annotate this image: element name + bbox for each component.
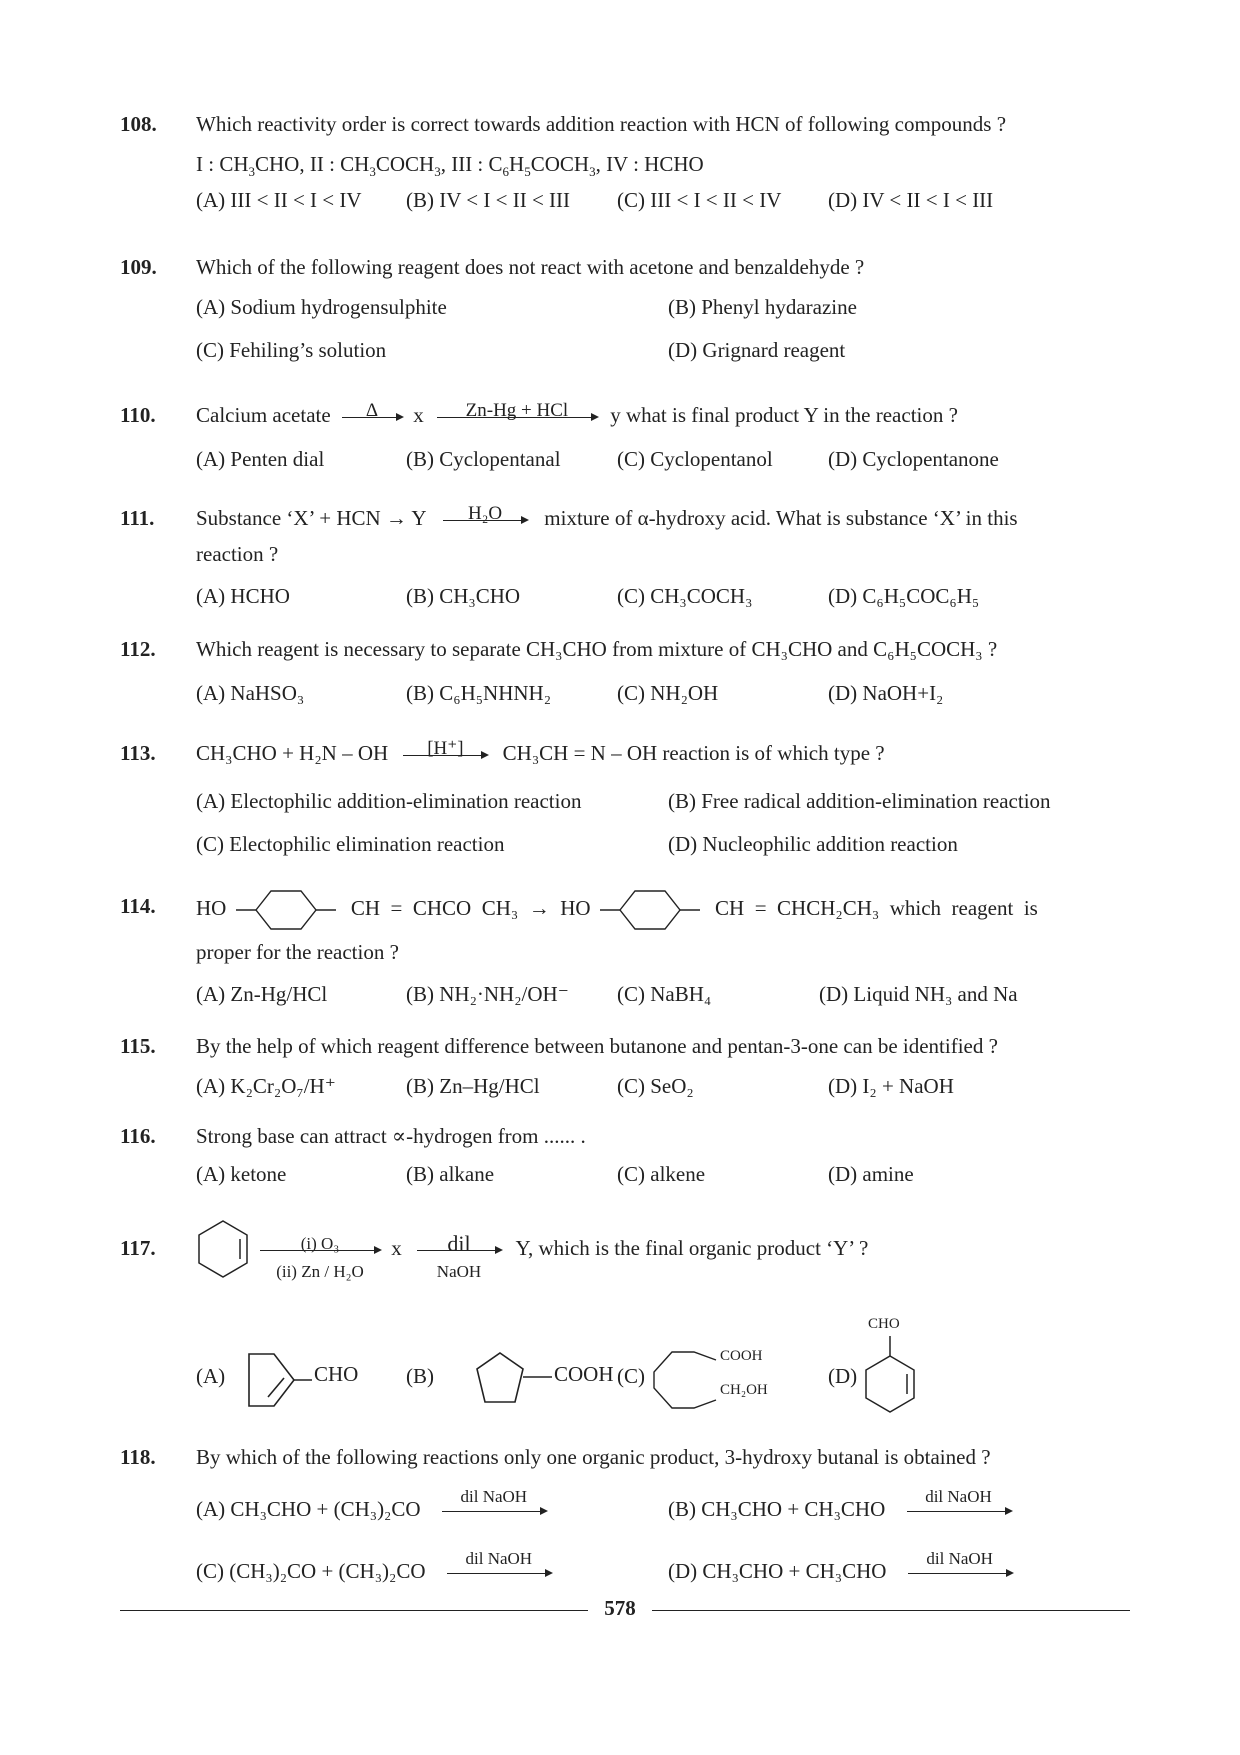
option-d[interactable]: (D) C₆H₅COC₆H₅ xyxy=(828,584,980,608)
question-text xyxy=(196,397,1130,433)
option-b[interactable]: (B) NH₂·NH₂/OH⁻ xyxy=(406,982,569,1006)
compound-list: I : $CH_3CHO$, II : $CH_3COCH_3$, III : $C_6H_5COCH_3$, IV : HCHO xyxy=(196,152,704,179)
structure-group: COOH xyxy=(720,1348,763,1364)
question-text: By the help of which reagent difference between butanone and pentan-3-one can be identified ? xyxy=(196,1034,998,1058)
reaction-arrow: Zn-Hg + HCl xyxy=(437,417,597,418)
question-number: 115. xyxy=(120,1034,156,1058)
option-a[interactable]: (A) NaHSO₃ xyxy=(196,681,305,705)
option-a[interactable]: (A) Zn-Hg/HCl xyxy=(196,982,328,1006)
question-text: Which of the following reagent does not react with acetone and benzaldehyde ? xyxy=(196,255,865,279)
question-tail: y what is final product Y in the reaction ? xyxy=(610,403,958,427)
option-d[interactable]: (D) Nucleophilic addition reaction xyxy=(668,832,958,856)
cyclohexene-carbaldehyde-icon xyxy=(862,1332,918,1428)
question-text xyxy=(196,735,1130,771)
option-b[interactable]: (B) C₆H₅NHNH₂ xyxy=(406,681,552,705)
cyclopentane-carboxylic-acid-icon xyxy=(474,1350,554,1408)
question-tail: Y, which is the final organic product ‘Y’ ? xyxy=(515,1236,869,1260)
option-d[interactable]: (D) xyxy=(828,1364,858,1388)
intermediate: x xyxy=(413,403,424,427)
question-number: 109. xyxy=(120,255,157,279)
option-d[interactable]: (D) NaOH+I₂ xyxy=(828,681,944,705)
question-text xyxy=(260,1230,1194,1281)
option-c[interactable]: (C) NH₂OH xyxy=(617,681,719,705)
option-b-reactants: (B) CH₃CHO + CH₃CHO xyxy=(668,1497,886,1521)
option-b[interactable] xyxy=(668,1486,1011,1522)
option-c[interactable]: (C) CH₃COCH₃ xyxy=(617,584,753,608)
option-a[interactable]: (A) ketone xyxy=(196,1162,287,1186)
question-number: 118. xyxy=(120,1445,156,1469)
option-c-reactants: (C) (CH₃)₂CO + (CH₃)₂CO xyxy=(196,1559,426,1583)
option-d[interactable]: (D) Grignard reagent xyxy=(668,338,846,362)
cyclohexane-ring-icon xyxy=(600,888,706,932)
option-c[interactable]: (C) Fehiling’s solution xyxy=(196,338,387,362)
reaction-arrow: H₂O xyxy=(443,520,527,521)
question-number: 117. xyxy=(120,1236,156,1260)
intermediate: x xyxy=(391,1236,402,1260)
question-number: 111. xyxy=(120,506,155,530)
reactant: Calcium acetate xyxy=(196,403,331,427)
open-chain-structure-icon xyxy=(650,1348,720,1412)
reaction-start: Substance ‘X’ + HCN → Y xyxy=(196,506,426,530)
option-d[interactable]: (D) IV < II < I < III xyxy=(828,188,994,212)
question-117 xyxy=(120,1232,1130,1432)
cyclopentene-carbaldehyde-icon xyxy=(244,1348,314,1412)
option-d[interactable]: (D) Liquid NH₃ and Na xyxy=(819,982,1018,1006)
question-number: 116. xyxy=(120,1124,156,1148)
question-text: Strong base can attract ∝-hydrogen from ...... . xyxy=(196,1124,586,1148)
option-d[interactable]: (D) I₂ + NaOH xyxy=(828,1074,954,1098)
structure-group: CHO xyxy=(314,1362,359,1386)
option-a[interactable]: (A) Electophilic addition-elimination reaction xyxy=(196,789,582,813)
question-text-line2: proper for the reaction ? xyxy=(196,940,399,964)
reaction-arrow: dil NaOH xyxy=(417,1250,501,1251)
reaction-arrow: dil NaOH xyxy=(908,1573,1012,1574)
option-a[interactable]: (A) III < II < I < IV xyxy=(196,188,362,212)
reaction-arrow: Δ xyxy=(342,417,402,418)
structure-group: COOH xyxy=(554,1362,614,1386)
hydroxy-group: HO xyxy=(196,895,227,920)
option-a-reactants: (A) CH₃CHO + (CH₃)₂CO xyxy=(196,1497,421,1521)
option-b[interactable]: (B) Phenyl hydarazine xyxy=(668,295,857,319)
option-c[interactable]: (C) III < I < II < IV xyxy=(617,188,782,212)
product-chain: CH = CHCH₂CH₃ which reagent is xyxy=(715,895,1038,920)
structure-group: CHO xyxy=(868,1316,900,1332)
cyclohexene-icon xyxy=(194,1218,252,1280)
cyclohexane-ring-icon xyxy=(236,888,342,932)
option-b[interactable]: (B) Zn–Hg/HCl xyxy=(406,1074,540,1098)
option-b[interactable]: (B) alkane xyxy=(406,1162,495,1186)
option-c[interactable] xyxy=(196,1548,551,1584)
question-number: 113. xyxy=(120,741,156,765)
page-number: 578 xyxy=(604,1596,636,1620)
question-tail: mixture of α-hydroxy acid. What is substance ‘X’ in this xyxy=(544,506,1018,530)
option-b[interactable]: (B) CH₃CHO xyxy=(406,584,521,608)
option-c[interactable]: (C) SeO₂ xyxy=(617,1074,694,1098)
option-d[interactable]: (D) Cyclopentanone xyxy=(828,447,999,471)
question-number: 114. xyxy=(120,894,156,918)
option-c[interactable]: (C) Cyclopentanol xyxy=(617,447,773,471)
structure-group: CH₂OH xyxy=(720,1382,768,1398)
option-c[interactable]: (C) Electophilic elimination reaction xyxy=(196,832,505,856)
question-text: Which reagent is necessary to separate CH₃CHO from mixture of CH₃CHO and C₆H₅COCH₃ ? xyxy=(196,637,998,661)
reaction-arrow: dil NaOH xyxy=(447,1573,551,1574)
option-c[interactable]: (C) xyxy=(617,1364,645,1388)
option-b[interactable]: (B) Cyclopentanal xyxy=(406,447,561,471)
reactant-chain: CH = CHCO CH₃ → HO xyxy=(350,895,591,920)
option-a[interactable] xyxy=(196,1486,546,1522)
question-text: Which reactivity order is correct towards addition reaction with HCN of following compounds ? xyxy=(196,112,1007,136)
option-d-reactants: (D) CH₃CHO + CH₃CHO xyxy=(668,1559,887,1583)
option-d[interactable]: (D) amine xyxy=(828,1162,914,1186)
question-tail: CH₃CH = N – OH reaction is of which type ? xyxy=(502,741,885,765)
question-number: 108. xyxy=(120,112,157,136)
option-c[interactable]: (C) NaBH₄ xyxy=(617,982,712,1006)
reaction-arrow: dil NaOH xyxy=(442,1511,546,1512)
option-a[interactable]: (A) Penten dial xyxy=(196,447,325,471)
question-number: 112. xyxy=(120,637,156,661)
question-text-line2: reaction ? xyxy=(196,542,279,566)
option-a[interactable]: (A) K₂Cr₂O₇/H⁺ xyxy=(196,1074,336,1098)
option-a[interactable]: (A) xyxy=(196,1364,226,1388)
question-text xyxy=(196,500,1130,536)
option-c[interactable]: (C) alkene xyxy=(617,1162,706,1186)
option-a[interactable]: (A) Sodium hydrogensulphite xyxy=(196,295,447,319)
option-b[interactable]: (B) IV < I < II < III xyxy=(406,188,571,212)
reaction-arrow: [H⁺] xyxy=(403,755,487,756)
footer-rule-right xyxy=(652,1610,1130,1611)
option-b[interactable]: (B) Free radical addition-elimination reaction xyxy=(668,789,1051,813)
question-text: By which of the following reactions only one organic product, 3-hydroxy butanal is obtained ? xyxy=(196,1445,991,1469)
footer-rule-left xyxy=(120,1610,588,1611)
reactants: CH₃CHO + H₂N – OH xyxy=(196,741,389,765)
reaction-arrow: dil NaOH xyxy=(907,1511,1011,1512)
option-d[interactable] xyxy=(668,1548,1012,1584)
question-text xyxy=(196,888,1130,932)
option-a[interactable]: (A) HCHO xyxy=(196,584,290,608)
reaction-arrow: $\frac{\text{(i) O₃}}{\text{(ii) Zn / H₂O}}$ xyxy=(260,1250,380,1251)
option-b[interactable]: (B) xyxy=(406,1364,434,1388)
question-number: 110. xyxy=(120,403,156,427)
